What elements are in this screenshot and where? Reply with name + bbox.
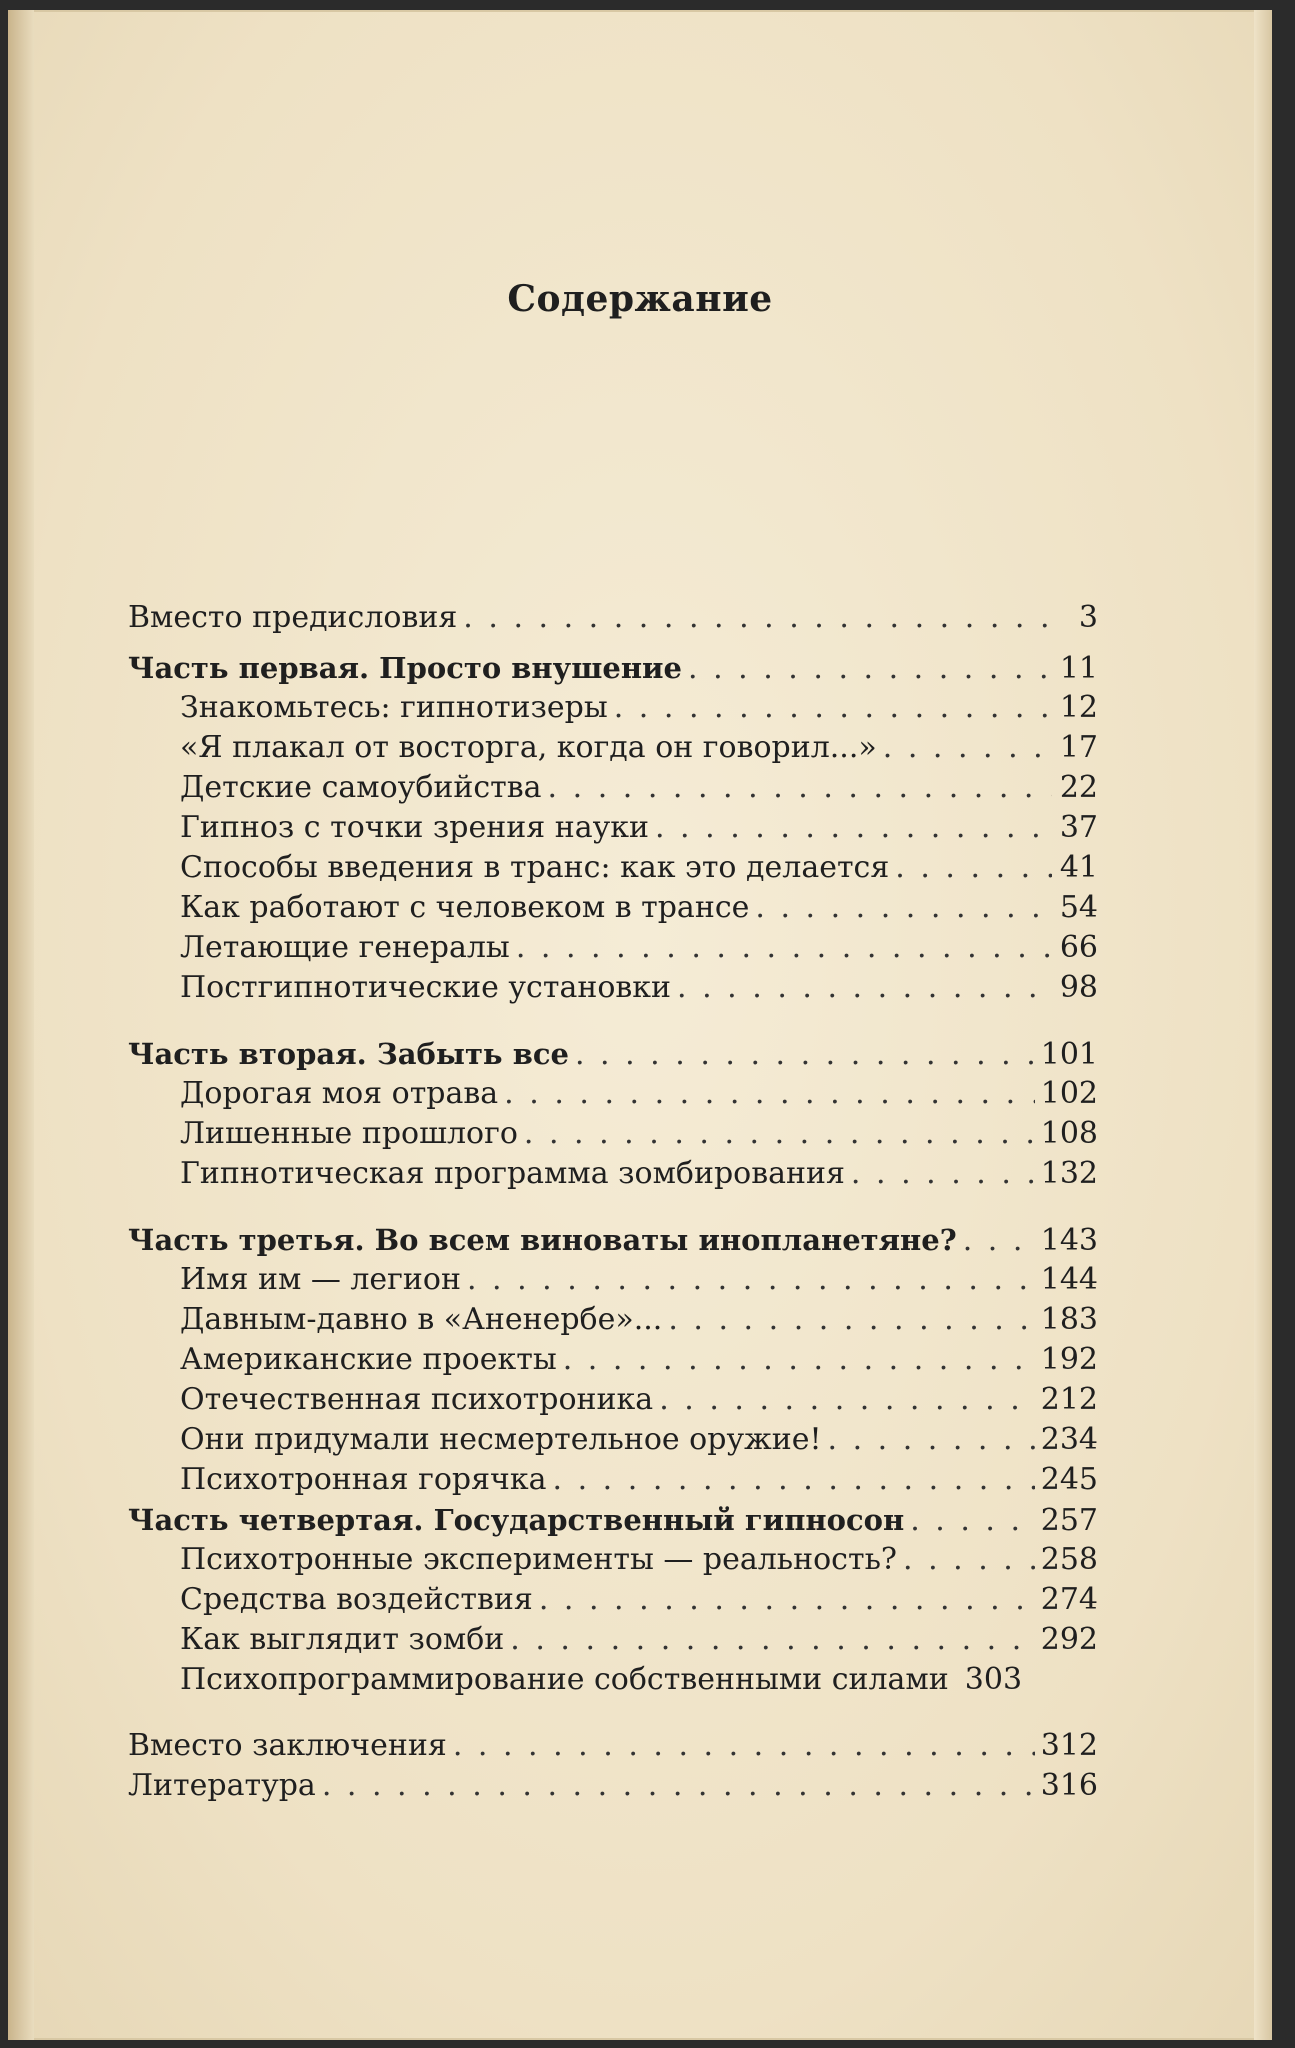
toc-entry[interactable]: [128, 1154, 1098, 1194]
dot-leader: [322, 1766, 1035, 1806]
toc-entry-label: Имя им — легион: [180, 1262, 461, 1297]
toc-entry-page: 143: [1040, 1223, 1098, 1258]
toc-entry-afterword[interactable]: [128, 1726, 1098, 1766]
toc-entry-label: Способы введения в транс: как это делается: [180, 850, 890, 885]
toc-entry-page: 234: [1040, 1422, 1098, 1457]
toc-part-label: Часть четвертая. Государственный гипносон: [128, 1503, 905, 1537]
dot-leader: [828, 1420, 1035, 1460]
toc-entry-label: Знакомьтесь: гипнотизеры: [180, 690, 608, 725]
toc-part-3[interactable]: [128, 1220, 1098, 1260]
toc-entry-label: Психопрограммирование собственными силами: [180, 1662, 949, 1697]
toc-entry[interactable]: [128, 1420, 1098, 1460]
toc-entry-page: 245: [1040, 1462, 1098, 1497]
dot-leader: [883, 728, 1052, 768]
dot-leader: [510, 1620, 1034, 1660]
toc-entry[interactable]: [128, 1660, 1098, 1700]
toc-part-label: Часть первая. Просто внушение: [128, 651, 683, 685]
toc-entry-page: 17: [1059, 730, 1098, 765]
toc-entry[interactable]: [128, 1340, 1098, 1380]
toc-entry[interactable]: [128, 1580, 1098, 1620]
toc-entry-label: Детские самоубийства: [180, 770, 542, 805]
dot-leader: [677, 968, 1052, 1008]
toc-entry-label: Летающие генералы: [180, 930, 510, 965]
dot-leader: [504, 1074, 1035, 1114]
toc-entry-preface[interactable]: [128, 598, 1098, 638]
dot-leader: [963, 1221, 1035, 1261]
toc-entry-page: 66: [1059, 930, 1098, 965]
toc-entry[interactable]: [128, 1260, 1098, 1300]
toc-entry[interactable]: [128, 888, 1098, 928]
toc-entry-page: 101: [1040, 1037, 1098, 1072]
dot-leader: [548, 768, 1052, 808]
toc-entry-label: Давным-давно в «Аненербе»...: [180, 1302, 663, 1337]
toc-entry-label: Постгипнотические установки: [180, 970, 672, 1005]
toc-entry-page: 98: [1059, 970, 1098, 1005]
dot-leader: [851, 1154, 1035, 1194]
dot-leader: [614, 688, 1052, 728]
dot-leader: [659, 1380, 1035, 1420]
toc-entry-page: 54: [1059, 890, 1098, 925]
dot-leader: [903, 1540, 1035, 1580]
toc-entry[interactable]: [128, 728, 1098, 768]
toc-entry-page: 3: [1078, 600, 1098, 635]
dot-leader: [668, 1300, 1034, 1340]
toc-entry-label: Вместо заключения: [128, 1728, 447, 1763]
toc-entry[interactable]: [128, 1460, 1098, 1500]
dot-leader: [688, 649, 1052, 689]
toc-entry[interactable]: [128, 808, 1098, 848]
toc-entry-label: Отечественная психотроника: [180, 1382, 654, 1417]
table-of-contents: [128, 598, 1098, 1806]
toc-entry[interactable]: [128, 688, 1098, 728]
dot-leader: [553, 1460, 1035, 1500]
toc-entry-page: 183: [1040, 1302, 1098, 1337]
toc-entry-page: 192: [1040, 1342, 1098, 1377]
toc-entry-label: Гипноз с точки зрения науки: [180, 810, 649, 845]
toc-entry[interactable]: [128, 1300, 1098, 1340]
toc-entry-page: 12: [1059, 690, 1098, 725]
toc-entry-label: Средства воздействия: [180, 1582, 533, 1617]
toc-entry-label: «Я плакал от восторга, когда он говорил...»: [180, 730, 877, 765]
toc-part-label: Часть третья. Во всем виноваты инопланетяне?: [128, 1223, 957, 1257]
dot-leader: [453, 1726, 1035, 1766]
toc-entry-page: 37: [1059, 810, 1098, 845]
toc-part-2[interactable]: [128, 1034, 1098, 1074]
toc-entry-label: Как работают с человеком в трансе: [180, 890, 750, 925]
dot-leader: [755, 888, 1052, 928]
toc-entry[interactable]: [128, 968, 1098, 1008]
page-title: Содержание: [507, 278, 773, 320]
toc-entry-label: Гипнотическая программа зомбирования: [180, 1156, 845, 1191]
dot-leader: [463, 598, 1052, 638]
toc-entry[interactable]: [128, 1074, 1098, 1114]
toc-entry-label: Психотронная горячка: [180, 1462, 547, 1497]
toc-entry-page: 41: [1059, 850, 1098, 885]
dot-leader: [524, 1114, 1035, 1154]
toc-entry-label: Американские проекты: [180, 1342, 557, 1377]
toc-entry-label: Литература: [128, 1768, 316, 1803]
toc-entry-label: Они придумали несмертельное оружие!: [180, 1422, 822, 1457]
dot-leader: [575, 1035, 1035, 1075]
toc-entry-page: 303: [964, 1662, 1023, 1697]
dot-leader: [563, 1340, 1035, 1380]
toc-part-1[interactable]: [128, 648, 1098, 688]
toc-entry-page: 274: [1040, 1582, 1098, 1617]
toc-part-4[interactable]: [128, 1500, 1098, 1540]
toc-entry[interactable]: [128, 928, 1098, 968]
toc-entry-bibliography[interactable]: [128, 1766, 1098, 1806]
toc-entry-label: Как выглядит зомби: [180, 1622, 505, 1657]
toc-entry-page: 132: [1040, 1156, 1098, 1191]
toc-entry-label: Лишенные прошлого: [180, 1116, 518, 1151]
toc-entry-page: 22: [1059, 770, 1098, 805]
toc-entry-label: Вместо предисловия: [128, 600, 458, 635]
dot-leader: [895, 848, 1052, 888]
toc-entry[interactable]: [128, 1114, 1098, 1154]
toc-entry[interactable]: [128, 1540, 1098, 1580]
toc-entry-label: Дорогая моя отрава: [180, 1076, 499, 1111]
toc-entry[interactable]: [128, 1380, 1098, 1420]
toc-entry-page: 144: [1040, 1262, 1098, 1297]
toc-entry-page: 212: [1040, 1382, 1098, 1417]
toc-entry-page: 292: [1040, 1622, 1098, 1657]
dot-leader: [910, 1501, 1035, 1541]
toc-part-label: Часть вторая. Забыть все: [128, 1037, 569, 1071]
toc-entry-label: Психотронные эксперименты — реальность?: [180, 1542, 897, 1577]
book-page: [8, 10, 1272, 2040]
toc-entry-page: 102: [1040, 1076, 1098, 1111]
toc-entry[interactable]: [128, 848, 1098, 888]
dot-leader: [655, 808, 1052, 848]
toc-entry[interactable]: [128, 1620, 1098, 1660]
toc-entry-page: 11: [1059, 651, 1098, 686]
dot-leader: [516, 928, 1052, 968]
toc-entry-page: 257: [1040, 1503, 1098, 1538]
toc-entry-page: 312: [1040, 1728, 1098, 1763]
toc-entry-page: 316: [1040, 1768, 1098, 1803]
toc-entry-page: 108: [1040, 1116, 1098, 1151]
toc-entry[interactable]: [128, 768, 1098, 808]
dot-leader: [539, 1580, 1035, 1620]
dot-leader: [467, 1260, 1035, 1300]
toc-entry-page: 258: [1040, 1542, 1098, 1577]
